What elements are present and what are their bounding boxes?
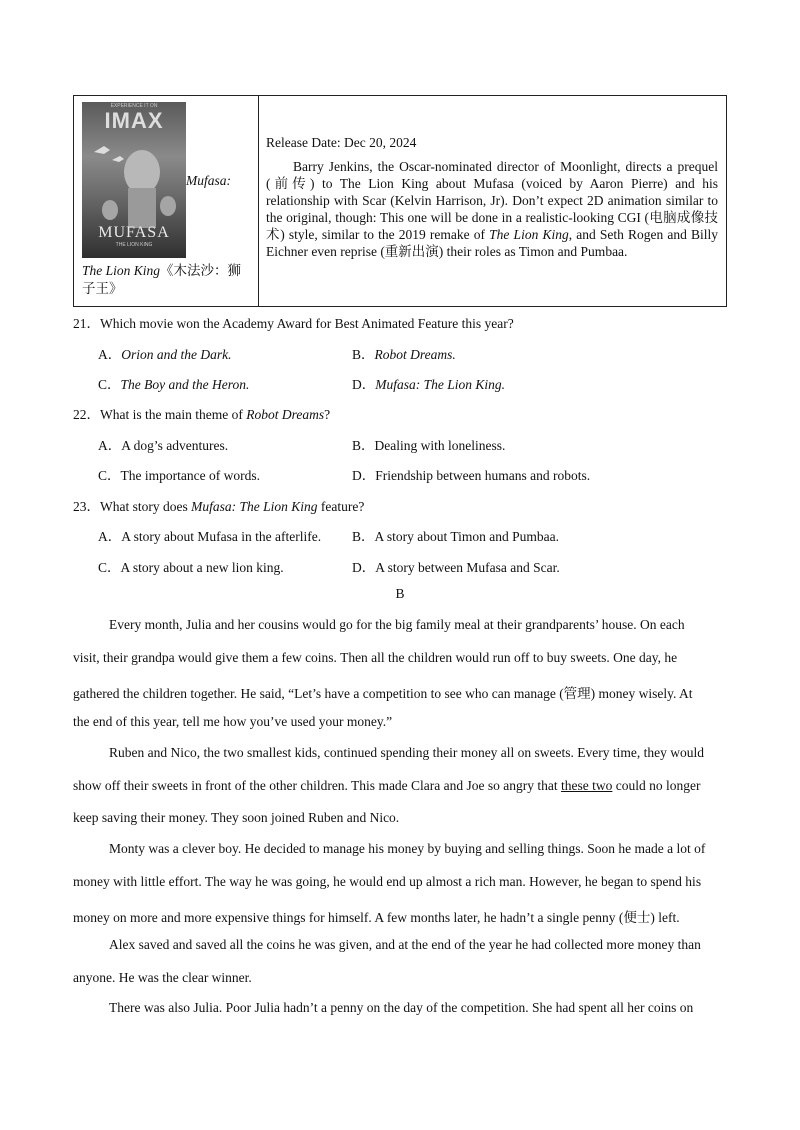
movie-title-part1: Mufasa: bbox=[186, 173, 231, 188]
movie-info-table bbox=[73, 95, 727, 307]
option-text: Mufasa: The Lion King. bbox=[375, 377, 506, 392]
passage-line: visit, their grandpa would give them a few coins. Then all the children would run off to buy sweets. One day, he bbox=[73, 650, 678, 665]
q21-option-a bbox=[98, 343, 232, 363]
question-text: What is the main theme of bbox=[100, 407, 247, 422]
question-text-italic: Robot Dreams bbox=[246, 407, 325, 422]
underlined-phrase: these two bbox=[561, 778, 613, 793]
q21-option-d bbox=[352, 373, 505, 393]
desc-part2: , and Seth Rogen and Billy Eichner even reprise (重新出演) their roles as Timon and Pumbaa. bbox=[266, 227, 719, 259]
table-divider bbox=[258, 96, 259, 306]
release-date: Release Date: Dec 20, 2024 bbox=[266, 135, 417, 150]
question-22 bbox=[73, 403, 330, 423]
q22-option-a: A．A dog’s adventures. bbox=[98, 438, 229, 453]
movie-description-cell bbox=[266, 134, 718, 260]
option-text: Robot Dreams. bbox=[374, 347, 456, 362]
section-label: B bbox=[395, 586, 405, 601]
option-text: The Boy and the Heron. bbox=[120, 377, 250, 392]
passage-line: money on more and more expensive things for himself. A few months later, he hadn’t a single penny (便士) left. bbox=[73, 910, 680, 925]
q23-option-d: D．A story between Mufasa and Scar. bbox=[352, 560, 560, 575]
question-text-end: ? bbox=[324, 407, 331, 422]
option-letter: C． bbox=[98, 377, 121, 392]
passage-line: anyone. He was the clear winner. bbox=[73, 970, 252, 985]
option-letter: A． bbox=[98, 347, 122, 362]
poster-imax-logo: IMAX bbox=[104, 108, 164, 133]
question-text: What story does bbox=[100, 499, 192, 514]
question-text-end: feature? bbox=[317, 499, 365, 514]
question-text-italic: Mufasa: The Lion King bbox=[191, 499, 318, 514]
q21-option-b bbox=[352, 343, 456, 363]
passage-line: Monty was a clever boy. He decided to manage his money by buying and selling things. Soon he made a lot of bbox=[109, 841, 706, 856]
option-text: Orion and the Dark. bbox=[121, 347, 232, 362]
desc-italic: The Lion King bbox=[489, 227, 569, 242]
passage-line: Alex saved and saved all the coins he was given, and at the end of the year he had collected more money than bbox=[109, 937, 701, 952]
movie-title-italic: The Lion King bbox=[82, 263, 161, 278]
poster-subtitle: THE LION KING bbox=[115, 242, 153, 248]
poster-title-logo: MUFASA bbox=[98, 224, 170, 241]
question-23 bbox=[73, 495, 364, 515]
question-number: 21． bbox=[73, 316, 100, 331]
question-text: Which movie won the Academy Award for Best Animated Feature this year? bbox=[100, 316, 514, 331]
passage-line: Ruben and Nico, the two smallest kids, continued spending their money all on sweets. Every time, they would bbox=[109, 745, 705, 760]
option-letter: B． bbox=[352, 347, 375, 362]
passage-line: the end of this year, tell me how you’ve used your money.” bbox=[73, 714, 393, 729]
q22-option-d: D．Friendship between humans and robots. bbox=[352, 468, 591, 483]
movie-title-chinese: 《木法沙：狮子王》 bbox=[82, 263, 242, 296]
movie-poster-image bbox=[82, 102, 186, 258]
passage-line: gathered the children together. He said, “Let’s have a competition to see who can manage (管理) money wisely. At bbox=[73, 686, 693, 701]
movie-description bbox=[266, 158, 718, 260]
q23-option-a: A．A story about Mufasa in the afterlife. bbox=[98, 529, 322, 544]
q21-option-c bbox=[98, 373, 249, 393]
poster-top-text: EXPERIENCE IT ON bbox=[110, 103, 158, 109]
q22-option-c: C．The importance of words. bbox=[98, 468, 260, 483]
question-21 bbox=[73, 312, 514, 332]
desc-part1: Barry Jenkins, the Oscar-nominated director of Moonlight, directs a prequel (前传) to The Lion King about Mufasa (voiced by Aaron Pierre) and his relationship with Scar (Kelvin Harrison, Jr). Don’t expect 2D animation similar to the original, though: This one will be done in a realistic-looking CGI (电脑成像技术) style, similar to the 2019 remake of bbox=[266, 159, 718, 242]
q23-option-b: B．A story about Timon and Pumbaa. bbox=[352, 529, 560, 544]
option-letter: D． bbox=[352, 377, 376, 392]
q22-option-b: B．Dealing with loneliness. bbox=[352, 438, 506, 453]
question-number: 22． bbox=[73, 407, 100, 422]
passage-text: could no longer bbox=[612, 778, 701, 793]
passage-text: show off their sweets in front of the other children. This made Clara and Joe so angry that bbox=[73, 778, 562, 793]
passage-line: keep saving their money. They soon joined Ruben and Nico. bbox=[73, 810, 400, 825]
passage-line: money with little effort. The way he was going, he would end up almost a rich man. However, he began to spend his bbox=[73, 874, 702, 889]
passage-line bbox=[73, 778, 701, 794]
passage-line: There was also Julia. Poor Julia hadn’t a penny on the day of the competition. She had spent all her coins on bbox=[109, 1000, 694, 1015]
q23-option-c: C．A story about a new lion king. bbox=[98, 560, 284, 575]
question-number: 23． bbox=[73, 499, 100, 514]
movie-title-part2 bbox=[82, 262, 254, 298]
passage-line: Every month, Julia and her cousins would go for the big family meal at their grandparents’ house. On each bbox=[109, 617, 685, 632]
